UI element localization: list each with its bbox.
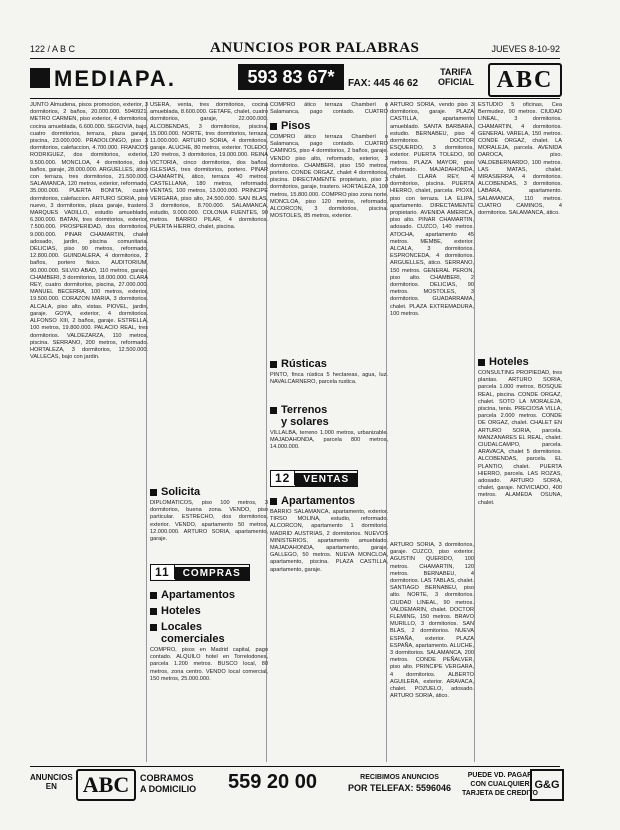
section-heading-hoteles-ventas: Hoteles [478,356,562,368]
column-2 [150,102,268,762]
section-heading-apartamentos-ventas: Apartamentos [270,495,388,507]
column-5 [478,102,562,762]
abc-logo: ABC [488,63,562,97]
classified-text: ARTURO SORIA, 3 dormitorios, garaje. CUZCO, piso exterior. AGUSTIN QUERIDO, 100 metros. CHAMARTIN, 120 metros. BERNABEU, 4 dormitorios. LAS TABLAS, chalet. SANTIAGO BERNABEU, piso alto. NORTE, 3 dormitorios. CIUDAD LINEAL, 90 metros. VALDEMARIN, chalet. DOCTOR FLEMING, 150 metros. BRAVO MURILLO, 3 dormitorios. SAN BLAS, 2 dormitorios. NUEVA ESPAÑA, exterior. PLAZA ESPAÑA, apartamento. ALUCHE, 3 dormitorios. SALAMANCA, 200 metros. CONDE PEÑALVER, piso alto. PRINCIPE VERGARA, 4 dormitorios. ALBERTO AGUILERA, exterior. ARAVACA, chalet. POZUELO, adosado. ARTURO SORIA, ático. [390,542,474,700]
banner-square-icon [30,68,50,88]
classified-text: ARTURO SORIA, vendo piso 3 dormitorios, garaje. PLAZA CASTILLA, apartamento amueblado. SANTA BARBARA, estudio. BERNABEU, piso 4 dormitorios. DOCTOR ESQUERDO, 3 dormitorios, exterior. PUERTA TOLEDO, 90 metros. PLAZA MAYOR, piso reformado. MAJADAHONDA, chalet. CLARA REY, 4 dormitorios, piscina. PUERTA HIERRO, chalet, parcela. PIOXII, piso con terraza. LA ELIPA, apartamento. DIRECTAMENTE propietario. AVENIDA AMERICA, piso alto. PINAR CHAMARTIN, adosado. CUZCO, 140 metros. ATOCHA, apartamento 45 metros. MEMBE, exterior. ALCALA, 3 dormitorios. ESPRONCEDA, 4 dormitorios. ARGUELLES, ático. SERRANO, 150 metros. GENERAL PERON, piso alto. CHAMBERI, 2 dormitorios. DELICIAS, 90 metros. MOSTOLES, 3 dormitorios. GUADARRAMA, chalet. PLAZA EXTREMADURA, 100 metros. [390,102,474,317]
media-banner [30,62,560,99]
tarifa-line2: OFICIAL [438,77,474,87]
footer-anuncios: ANUNCIOS EN [30,773,73,791]
tarifa-line1: TARIFA [440,67,472,77]
bullet-square-icon [150,608,157,615]
tarifa-oficial [438,67,474,87]
footer-advert [30,766,560,809]
section-heading-solicita: Solicita [150,486,268,498]
bullet-square-icon [270,123,277,130]
bullet-square-icon [270,407,277,414]
fax-number: FAX: 445 46 62 [348,78,419,89]
bullet-square-icon [150,592,157,599]
compras-tag: 11 COMPRAS [150,564,250,581]
section-heading-terrenos: Terrenos y solares [270,404,388,428]
bullet-square-icon [270,498,277,505]
section-heading-rusticas: Rústicas [270,358,388,370]
section-heading-pisos: Pisos [270,120,388,132]
page-header [30,42,560,59]
classified-text: JUNTO Almudena, pisos promocion, exterior, 3 dormitorios, 2 baños, 20.000.000. 5940921. METRO CARMEN, piso exterior, 4 dormitorios, cocina amueblada, 6.600.000. SEGOVIA, bajo, cuatro dormitorios, terraza, plaza garaje, piscina, 23.000.000. PRADOLONGO, piso 3 dormitorios, calefaccion, 4.700.000. FRANCOS RODRIGUEZ, dos dormitorios, exterior, 9.500.000. MONCLOA, 4 dormitorios, dos baños, garaje, 28.000.000. ARGUELLES, ático con terraza, tres dormitorios, 21.500.000. SALAMANCA, 120 metros, exterior, reformado, 35.000.000. PUERTA BONITA, cuatro dormitorios, calefaccion. ARTURO SORIA, piso nuevo, 3 dormitorios, plaza garaje, trastero. MARQUES VADILLO, estudio amueblado, 6.300.000. BATAN, tres dormitorios, exterior, 7.500.000. PROSPERIDAD, dos dormitorios, 9.000.000. PINAR CHAMARTIN, chalet adosado, jardin, piscina comunitaria. DELICIAS, piso 90 metros, reformado, 12.800.000. GUINDALERA, 4 dormitorios, 2 baños, portero fisico. AUDITORIUM, 90.000.000. SILVIO ABAD, 110 metros, garaje. CHAMBERI, 3 dormitorios, 18.000.000. CLARA REY, cuatro dormitorios, piscina, 27.000.000. MANUEL BECERRA, 100 metros, exterior, 19.500.000. CORAZON MARIA, 3 dormitorios. ALCALA, piso alto, vistas. PIOVEL, jardin, garaje. GOYA, exterior, 4 dormitorios. ALFONSO XIII, 2 baños, garaje. ESTRELLA, 100 metros, 19.800.000. PALACIO REAL, tres dormitorios. VALDEZARZA, 110 metros, piscina. SERRANO, 200 metros, reformado. HORTALEZA, 3 dormitorios, 12.500.000. VALLECAS, bajo con jardin. [30,102,148,361]
footer-recibimos: RECIBIMOS ANUNCIOS POR TELEFAX: 5596046 [348,774,452,793]
classified-text: USERA, venta, tres dormitorios, cocina amueblada, 8.600.000. GETAFE, chalet, cuatro dormitorios, garaje, 22.000.000. ALCOBENDAS, 3 dormitorios, piscina, 15.000.000. NORTE, tres dormitorios, terraza, 11.000.000. ARTURO SORIA, 4 dormitorios, garaje. ALUCHE, 80 metros, exterior. TOLEDO, 120 metros, 3 dormitorios, 19.000.000. REINA VICTORIA, cinco dormitorios, dos baños. IGLESIAS, tres dormitorios, portero. PINAR CHAMARTIN, ático, terraza 40 metros. CASTELLANA, 180 metros, reformado. VENTAS, 100 metros, 13.000.000. PRINCIPE VERGARA, piso alto, 24.500.000. SAN BLAS, 3 dormitorios, 8.700.000. SALAMANCA, estudio, 9.000.000. COLONIA FUENTES, 90 metros. BARRIO PILAR, 4 dormitorios. PUERTA HIERRO, chalet, piscina. [150,102,268,231]
classified-text: COMPRO ático terraza Chamberí o Salamanca, pago contado. CUATRO [270,102,388,116]
classified-text: COMPRO ático terraza Chamberí o Salamanca, pago contado. CUATRO CAMINOS, piso 4 dormitorios, 2 baños, garaje. VENDO piso alto, reformado, exterior, 3 dormitorios. CHAMBERI, piso 150 metros, portero. CONDE ORGAZ, chalet 4 dormitorios, piscina. DIRECTAMENTE propietario, piso 3 dormitorios, garaje, trastero. HORTALEZA, 100 metros, 15.800.000. COMPRO piso zona norte. MONCLOA, piso 120 metros, reformado. ALCORCON, 3 dormitorios, piscina. MOSTOLES, 85 metros, exterior. [270,134,388,220]
column-3 [270,102,388,762]
section-title: ANUNCIOS POR PALABRAS [210,40,420,56]
bullet-square-icon [150,624,157,631]
page-reference: 122 / A B C [30,44,76,54]
classified-text: BARRIO SALAMANCA, apartamento, exterior. TIRSO MOLINA, estudio, reformado. ALCORCON, apartamento 1 dormitorio. MADRID AUSTRIAS, 2 dormitorios. NUEVOS MINISTERIOS, apartamento amueblado. MAJADAHONDA, apartamento, garaje. GALLEGO, 50 metros. NUEVA MONCLOA, apartamento, piscina. PLAZA CASTILLA, apartamento, garaje. [270,509,388,573]
footer-phone: 559 20 00 [228,771,317,793]
bullet-square-icon [478,359,485,366]
issue-date: JUEVES 8-10-92 [491,44,560,54]
section-heading-hoteles: Hoteles [150,605,268,617]
footer-gg-logo: G&G [530,769,564,801]
classified-text: CONSULTING PROPIEDAD, tres plantas. ARTURO SORIA, parcela 1.000 metros. BOSQUE REAL, piscina. CONDE ORGAZ, chalet. SOTO LA MORALEJA, piscina, tenis. PRECIOSA VILLA, parcela 2.000 metros. CONDE DE ORGAZ, chalet. CHALET EN ARTURO SORIA, parcela. MANZANARES EL REAL, chalet. CIUDALCAMPO, parcela. ARAVACA, chalet 5 dormitorios. ALCOBENDAS, parcela. EL PLANTIO, chalet. PUERTA HIERRO, parcela. LAS ROZAS, adosado. ARTURO SORIA, chalet, garaje. NOVICIADO, 400 metros. ALAMEDA OSUNA, chalet. [478,370,562,506]
section-heading-locales: Locales comerciales [150,621,268,645]
footer-cobramos: COBRAMOS A DOMICILIO [140,773,197,794]
media-title: MEDIAPA. [54,66,176,91]
footer-abc-logo: ABC [76,769,136,801]
ventas-tag: 12 VENTAS [270,470,358,487]
classified-text: COMPRO, pisos en Madrid capital, pago contado. ALQUILO hotel en Torrelodones, parcela 1.200 metros. BUSCO local, 80 metros, zona centro. VENDO local comercial, 150 metros, 25.000.000. [150,647,268,682]
footer-card-payment: PUEDE VD. PAGAR CON CUALQUIER TARJETA DE CREDITO [462,772,538,797]
phone-number: 593 83 67* [238,64,344,90]
bullet-square-icon [270,361,277,368]
classified-text: VILLALBA, terreno 1.000 metros, urbanizable. MAJADAHONDA, parcela 800 metros, 14.000.000. [270,430,388,451]
classified-text: PINTO, finca rústica 5 hectareas, agua, luz. NAVALCARNERO, parcela rustica. [270,372,388,386]
column-4 [390,102,474,762]
bullet-square-icon [150,489,157,496]
column-divider [474,102,475,762]
section-heading-apartamentos: Apartamentos [150,589,268,601]
classified-text: DIPLOMATICOS, piso 100 metros, 3 dormitorios, buena zona. VENDO, piso particular. ESTRECHO, dos dormitorios, exterior. VENDO, apartamento 50 metros, 12.000.000. ARTURO SORIA, apartamento, garaje. [150,500,268,543]
column-1 [30,102,148,762]
classified-text: ESTUDIO 5 oficinas, Cea Bermudez, 90 metros. CIUDAD LINEAL, 3 dormitorios. CHAMARTIN, 4 dormitorios. GENERAL VARELA, 150 metros. CONDE ORGAZ, chalet. LA MORALEJA, parcela. AVENIDA DAROCA, piso. VALDEBERNARDO, 100 metros. LAS MATAS, chalet. MIRASIERRA, 4 dormitorios. ALCOBENDAS, 3 dormitorios. LABARA, apartamento. SALAMANCA, 110 metros. CUATRO CAMINOS, 4 dormitorios. SALAMANCA, ático. [478,102,562,217]
